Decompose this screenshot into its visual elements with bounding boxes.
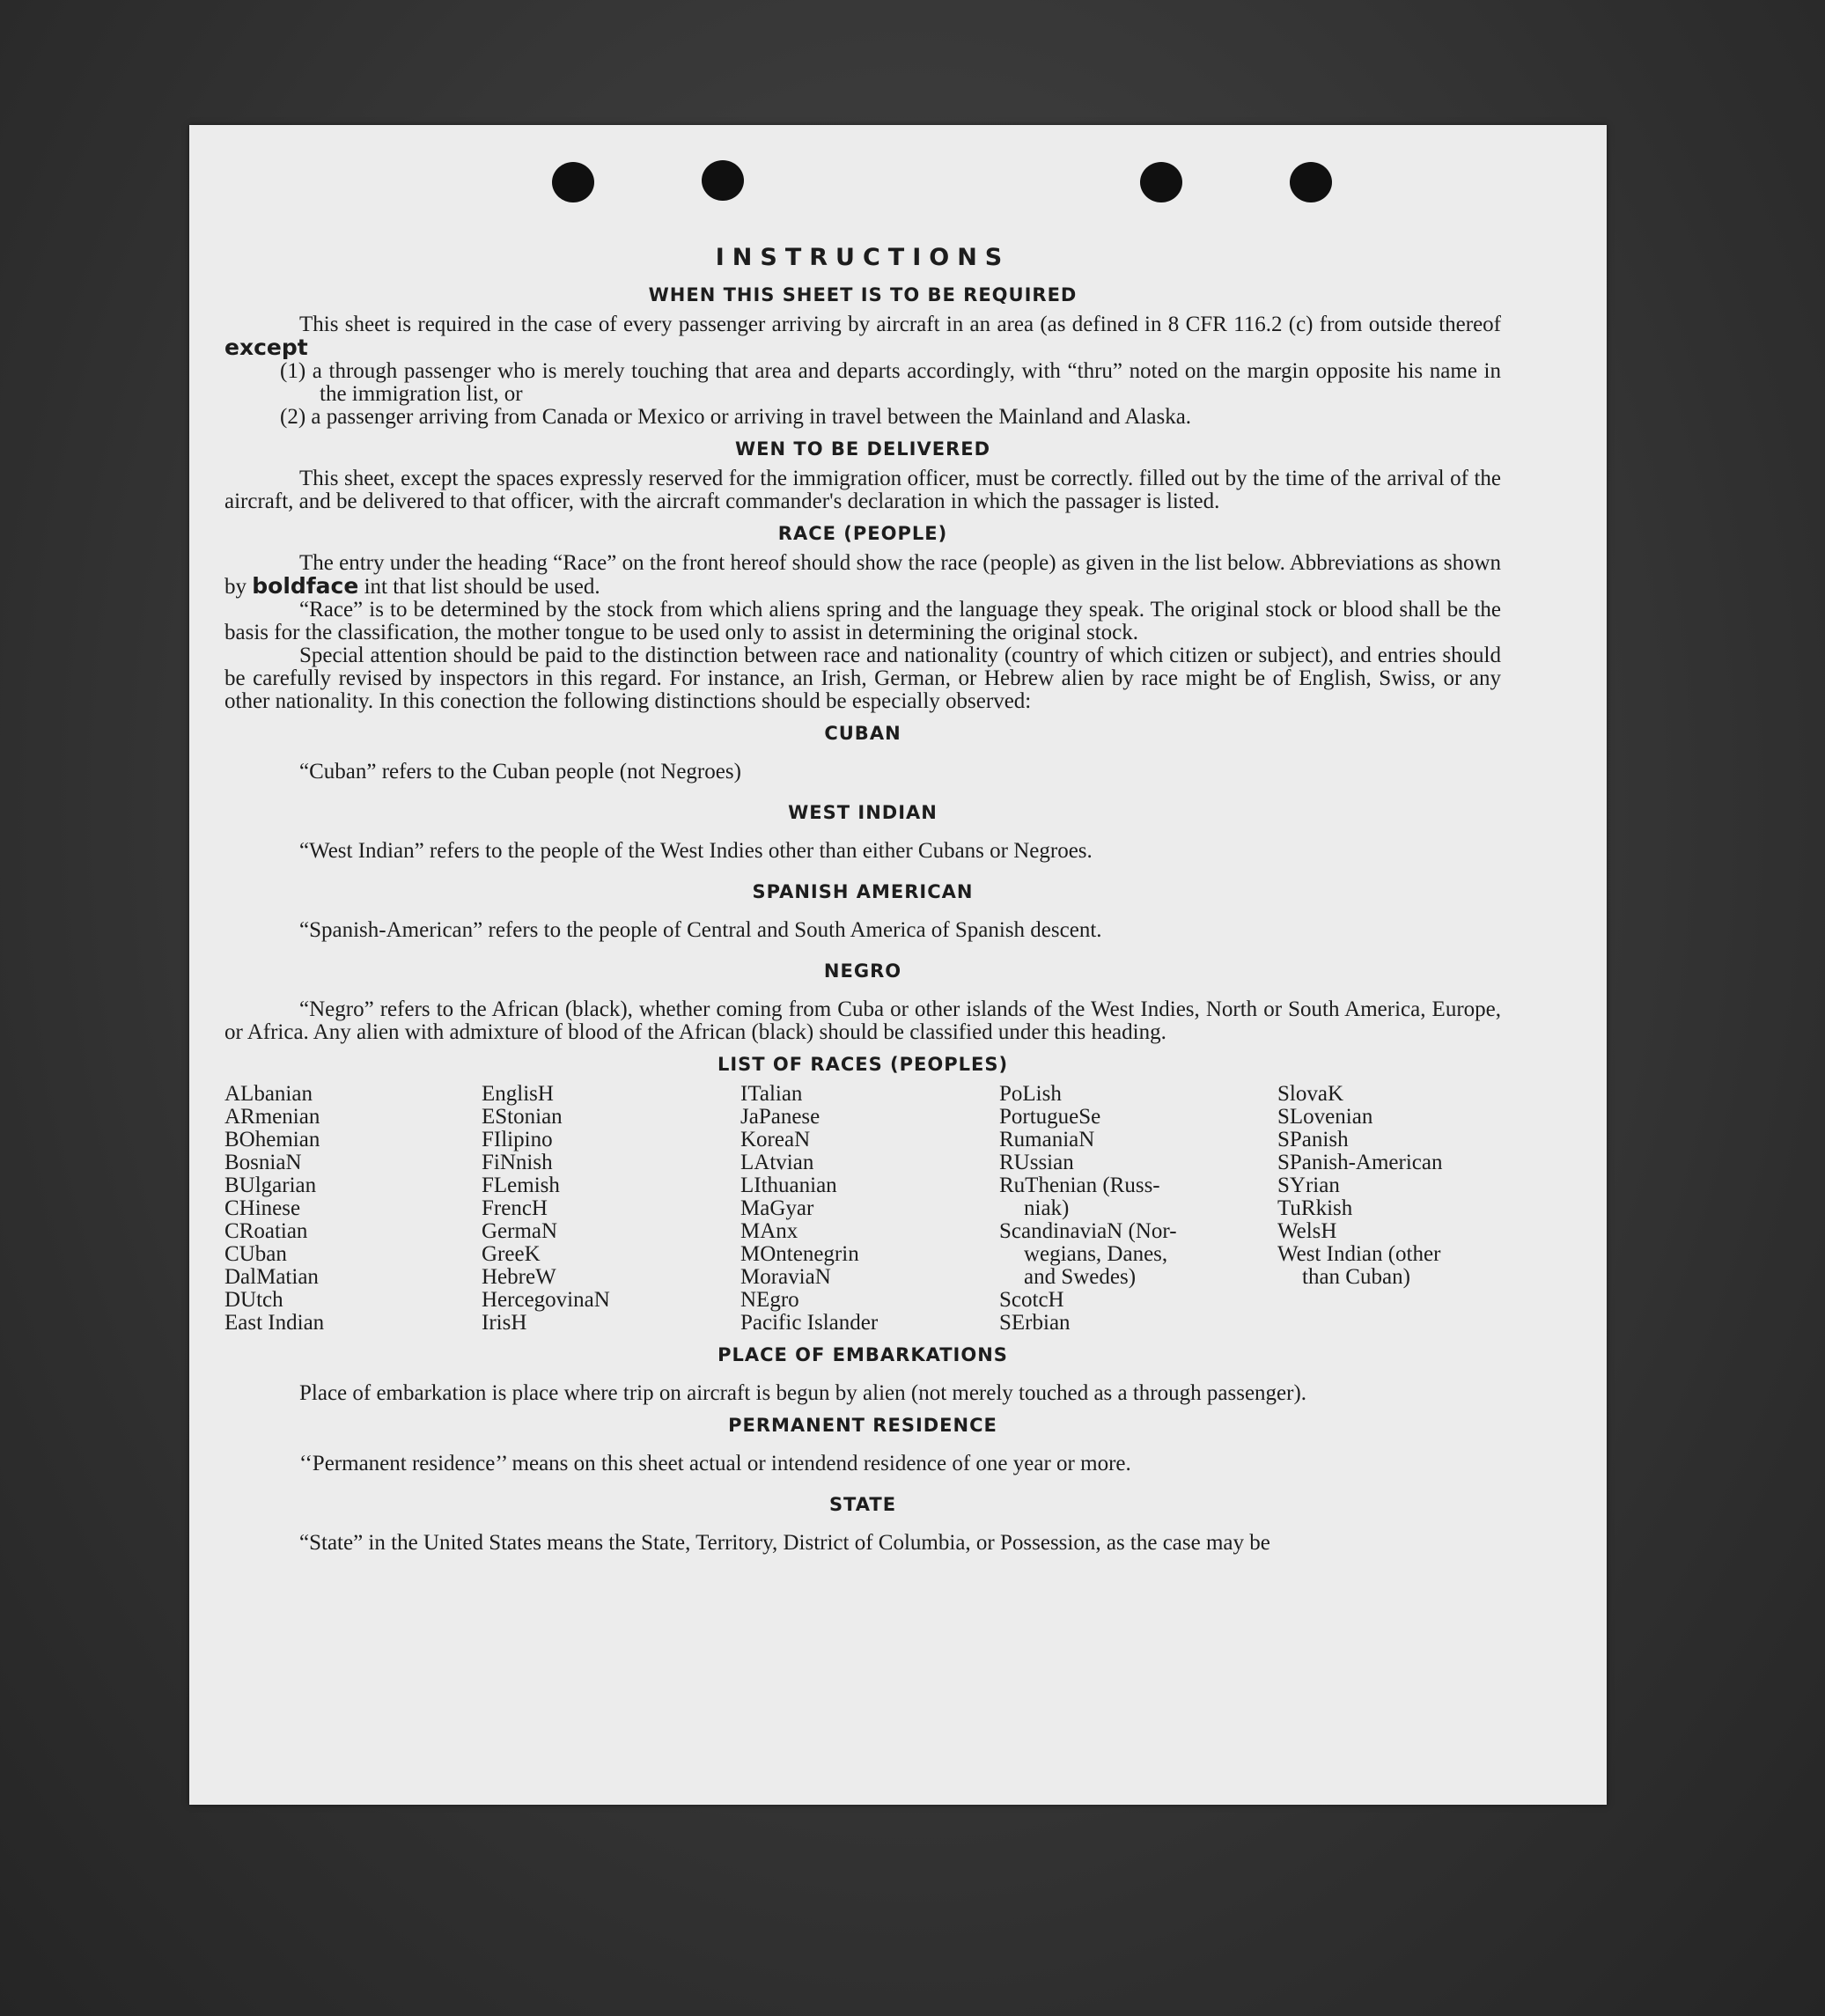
race-entry: CHinese	[224, 1196, 301, 1220]
sheet-content	[224, 246, 1501, 1555]
state-text: “State” in the United States means the State, Territory, District of Columbia, or Possession, as the case may be	[299, 1531, 1270, 1555]
race-list	[224, 1083, 1501, 1335]
race-entry: EStonian	[482, 1105, 563, 1129]
race-entry: LIthuanian	[740, 1174, 837, 1197]
race-entry: West Indian (other	[1277, 1242, 1441, 1266]
race-entry: MaGyar	[740, 1196, 814, 1220]
race-entry: RUssian	[999, 1151, 1074, 1174]
race-entry: MoraviaN	[740, 1265, 831, 1289]
race-entry: RumaniaN	[999, 1128, 1095, 1151]
race-entry: ScandinaviaN (Nor-	[999, 1219, 1177, 1243]
heading-west-indian: WEST INDIAN	[788, 802, 938, 823]
race-entry: FiNnish	[482, 1151, 553, 1174]
race-entry: CRoatian	[224, 1219, 308, 1243]
required-item-2: (2) a passenger arriving from Canada or Mexico or arriving in travel between the Mainland and Alaska.	[280, 405, 1192, 429]
race-entry: HercegovinaN	[482, 1288, 610, 1312]
punch-hole	[1290, 162, 1332, 202]
race-list-column-2	[482, 1083, 740, 1335]
heading-delivered: WEN TO BE DELIVERED	[734, 438, 991, 460]
race-entry-continuation: wegians, Danes,	[1024, 1242, 1168, 1266]
race-list-column-5	[1277, 1083, 1501, 1335]
punch-hole	[1140, 162, 1182, 202]
race-entry: JaPanese	[740, 1105, 821, 1129]
race-entry: LAtvian	[740, 1151, 814, 1174]
race-entry: IrisH	[482, 1311, 527, 1335]
delivered-text: This sheet, except the spaces expressly reserved for the immigration officer, must be correctly. filled out by the time of the arrival of the aircraft, and be delivered to that officer, with the aircraft commander's declaration in which the passager is listed.	[224, 467, 1501, 513]
negro-text: “Negro” refers to the African (black), whether coming from Cuba or other islands of the West Indies, North or South America, Europe, or Africa. Any alien with admixture of blood of the African (black) should be classified under this heading.	[224, 997, 1501, 1044]
race-paragraph-3: Special attention should be paid to the distinction between race and nationality (country of which citizen or subject), and entries should be carefully revised by inspectors in this regard. For instance, an Irish, German, or Hebrew alien by race might be of English, Swiss, or any other nationality. In this conection the following distinctions should be especially observed:	[224, 644, 1501, 713]
race-entry-continuation: and Swedes)	[1024, 1265, 1137, 1289]
race-entry: East Indian	[224, 1311, 325, 1335]
race-entry: PortugueSe	[999, 1105, 1101, 1129]
heading-list-of-races: LIST OF RACES (PEOPLES)	[717, 1054, 1009, 1075]
race-entry: DalMatian	[224, 1265, 319, 1289]
race-entry: ARmenian	[224, 1105, 320, 1129]
race-entry: DUtch	[224, 1288, 283, 1312]
heading-required: WHEN THIS SHEET IS TO BE REQUIRED	[648, 284, 1078, 305]
race-paragraph-2: “Race” is to be determined by the stock from which aliens spring and the language they speak. The original stock or blood shall be the basis for the classification, the mother tongue to be used only to assist in determining the original stock.	[224, 598, 1501, 644]
punch-hole	[702, 160, 744, 201]
race-entry: FLemish	[482, 1174, 560, 1197]
boldface-emphasis: boldface	[252, 573, 359, 599]
race-entry: BUlgarian	[224, 1174, 317, 1197]
race-entry: SlovaK	[1277, 1082, 1343, 1106]
race-entry: ALbanian	[224, 1082, 313, 1106]
race-entry: FrencH	[482, 1196, 548, 1220]
heading-negro: NEGRO	[823, 960, 902, 982]
race-entry: BosniaN	[224, 1151, 302, 1174]
race-entry: SPanish-American	[1277, 1151, 1443, 1174]
race-entry: NEgro	[740, 1288, 799, 1312]
residence-text: ‘‘Permanent residence’’ means on this sheet actual or intendend residence of one year or more.	[299, 1452, 1131, 1475]
required-intro: This sheet is required in the case of every passenger arriving by aircraft in an area (as defined in 8 CFR 116.2 (c) from outside thereof except	[224, 313, 1501, 360]
race-list-column-4	[999, 1083, 1277, 1335]
race-entry: SLovenian	[1277, 1105, 1373, 1129]
race-entry: SYrian	[1277, 1174, 1340, 1197]
required-item-1: (1) a through passenger who is merely touching that area and departs accordingly, with “thru” noted on the margin opposite his name in the immigration list, or	[280, 359, 1501, 406]
race-paragraph-1: The entry under the heading “Race” on the front hereof should show the race (people) as given in the list below. Abbreviations as shown by boldface int that list should be used.	[224, 551, 1501, 599]
race-entry: RuThenian (Russ-	[999, 1174, 1160, 1197]
race-entry: SPanish	[1277, 1128, 1349, 1151]
race-entry: BOhemian	[224, 1128, 320, 1151]
race-entry: MAnx	[740, 1219, 798, 1243]
race-entry: ITalian	[740, 1082, 803, 1106]
race-entry: Pacific Islander	[740, 1311, 879, 1335]
race-entry: PoLish	[999, 1082, 1062, 1106]
race-entry: SErbian	[999, 1311, 1071, 1335]
race-entry: KoreaN	[740, 1128, 811, 1151]
punch-hole	[552, 162, 594, 202]
heading-race: RACE (PEOPLE)	[777, 523, 948, 544]
race-entry: WelsH	[1277, 1219, 1337, 1243]
race-entry: FIlipino	[482, 1128, 553, 1151]
race-entry: ScotcH	[999, 1288, 1064, 1312]
heading-state: STATE	[828, 1494, 897, 1515]
race-list-column-3	[740, 1083, 999, 1335]
spanish-american-text: “Spanish-American” refers to the people of Central and South America of Spanish descent.	[299, 918, 1102, 942]
cuban-text: “Cuban” refers to the Cuban people (not Negroes)	[299, 760, 741, 784]
except-emphasis: except	[224, 335, 308, 360]
race-entry: GreeK	[482, 1242, 541, 1266]
race-list-column-1	[224, 1083, 482, 1335]
embarkation-text: Place of embarkation is place where trip on aircraft is begun by alien (not merely touched as a through passenger).	[299, 1381, 1307, 1405]
heading-embarkation: PLACE OF EMBARKATIONS	[717, 1344, 1008, 1365]
race-entry: EnglisH	[482, 1082, 554, 1106]
race-entry: GermaN	[482, 1219, 558, 1243]
race-entry: MOntenegrin	[740, 1242, 859, 1266]
race-entry: TuRkish	[1277, 1196, 1353, 1220]
page-title: INSTRUCTIONS	[715, 244, 1011, 271]
race-entry-continuation: than Cuban)	[1302, 1265, 1410, 1289]
race-entry: CUban	[224, 1242, 287, 1266]
heading-spanish-american: SPANISH AMERICAN	[752, 881, 974, 902]
heading-permanent-residence: PERMANENT RESIDENCE	[728, 1415, 997, 1436]
instruction-sheet	[189, 125, 1607, 1805]
west-indian-text: “West Indian” refers to the people of the West Indies other than either Cubans or Negroes.	[299, 839, 1093, 863]
race-entry: HebreW	[482, 1265, 556, 1289]
race-entry-continuation: niak)	[1024, 1196, 1070, 1220]
heading-cuban: CUBAN	[824, 723, 901, 744]
